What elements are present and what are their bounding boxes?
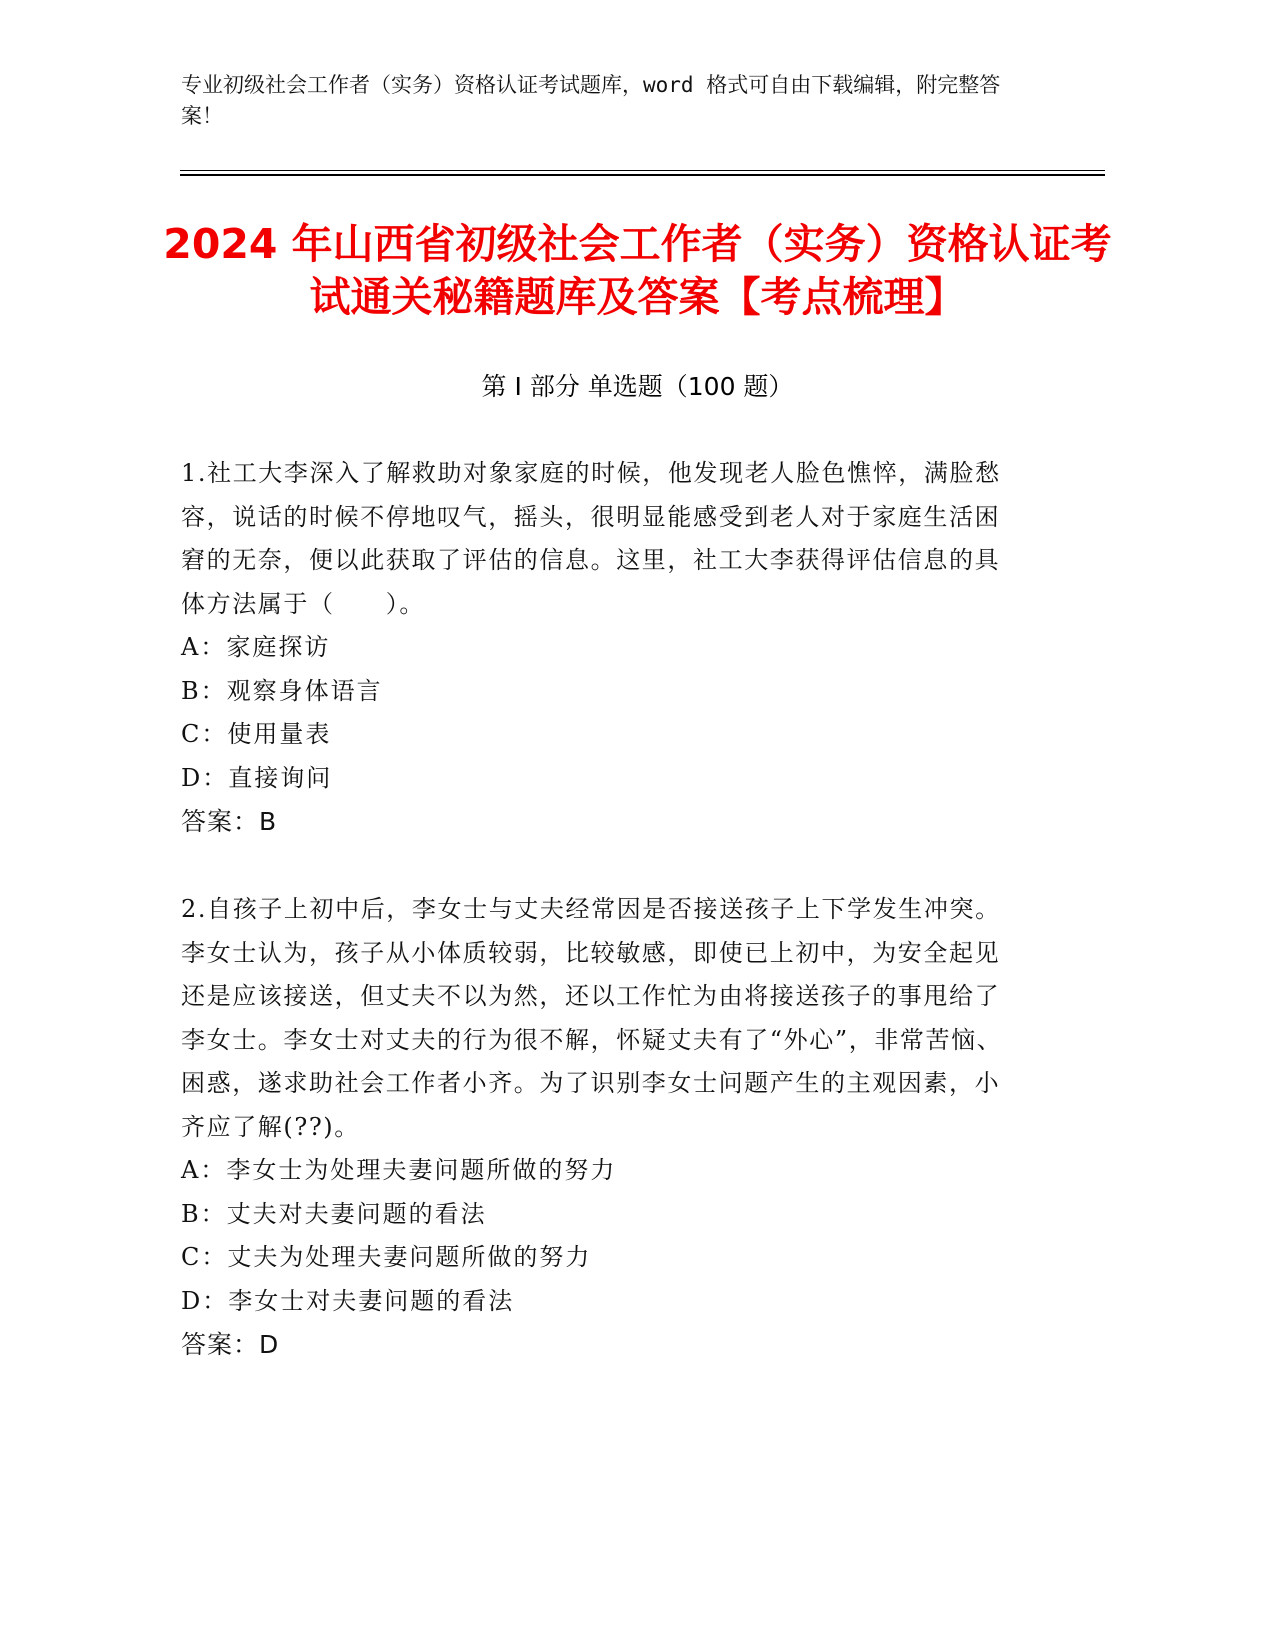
option-d: D：直接询问 <box>181 763 333 792</box>
section-title: 第 I 部分 单选题（100 题） <box>481 372 794 401</box>
option-a: A：李女士为处理夫妻问题所做的努力 <box>181 1156 617 1184</box>
option-c: C：使用量表 <box>181 720 332 748</box>
question-2 <box>181 888 1021 1367</box>
question-1 <box>181 452 1021 844</box>
option-a: A：家庭探访 <box>181 633 331 661</box>
answer: 答案：B <box>181 807 278 836</box>
option-b: B：观察身体语言 <box>181 676 383 705</box>
option-b: B：丈夫对夫妻问题的看法 <box>181 1199 487 1228</box>
header-divider-thick <box>180 174 1105 176</box>
option-c: C：丈夫为处理夫妻问题所做的努力 <box>181 1243 592 1271</box>
header-note: 专业初级社会工作者（实务）资格认证考试题库，word 格式可自由下载编辑，附完整答案！ <box>181 73 1001 128</box>
question-text: 1.社工大李深入了解救助对象家庭的时候，他发现老人脸色憔悴，满脸愁容，说话的时候不停地叹气，摇头，很明显能感受到老人对于家庭生活困窘的无奈，便以此获取了评估的信息。这里，社工大李获得评估信息的具体方法属于（ ）。 <box>181 459 1001 618</box>
answer: 答案：D <box>181 1330 280 1359</box>
question-text: 2.自孩子上初中后，李女士与丈夫经常因是否接送孩子上下学发生冲突。李女士认为，孩子从小体质较弱，比较敏感，即使已上初中，为安全起见还是应该接送，但丈夫不以为然，还以工作忙为由将接送孩子的事甩给了李女士。李女士对丈夫的行为很不解，怀疑丈夫有了“外心”，非常苦恼、困惑，遂求助社会工作者小齐。为了识别李女士问题产生的主观因素，小齐应了解(??)。 <box>181 895 1003 1141</box>
option-d: D：李女士对夫妻问题的看法 <box>181 1286 515 1315</box>
document-title: 2024 年山西省初级社会工作者（实务）资格认证考试通关秘籍题库及答案【考点梳理】 <box>163 220 1112 321</box>
header-divider-thin <box>180 170 1105 171</box>
